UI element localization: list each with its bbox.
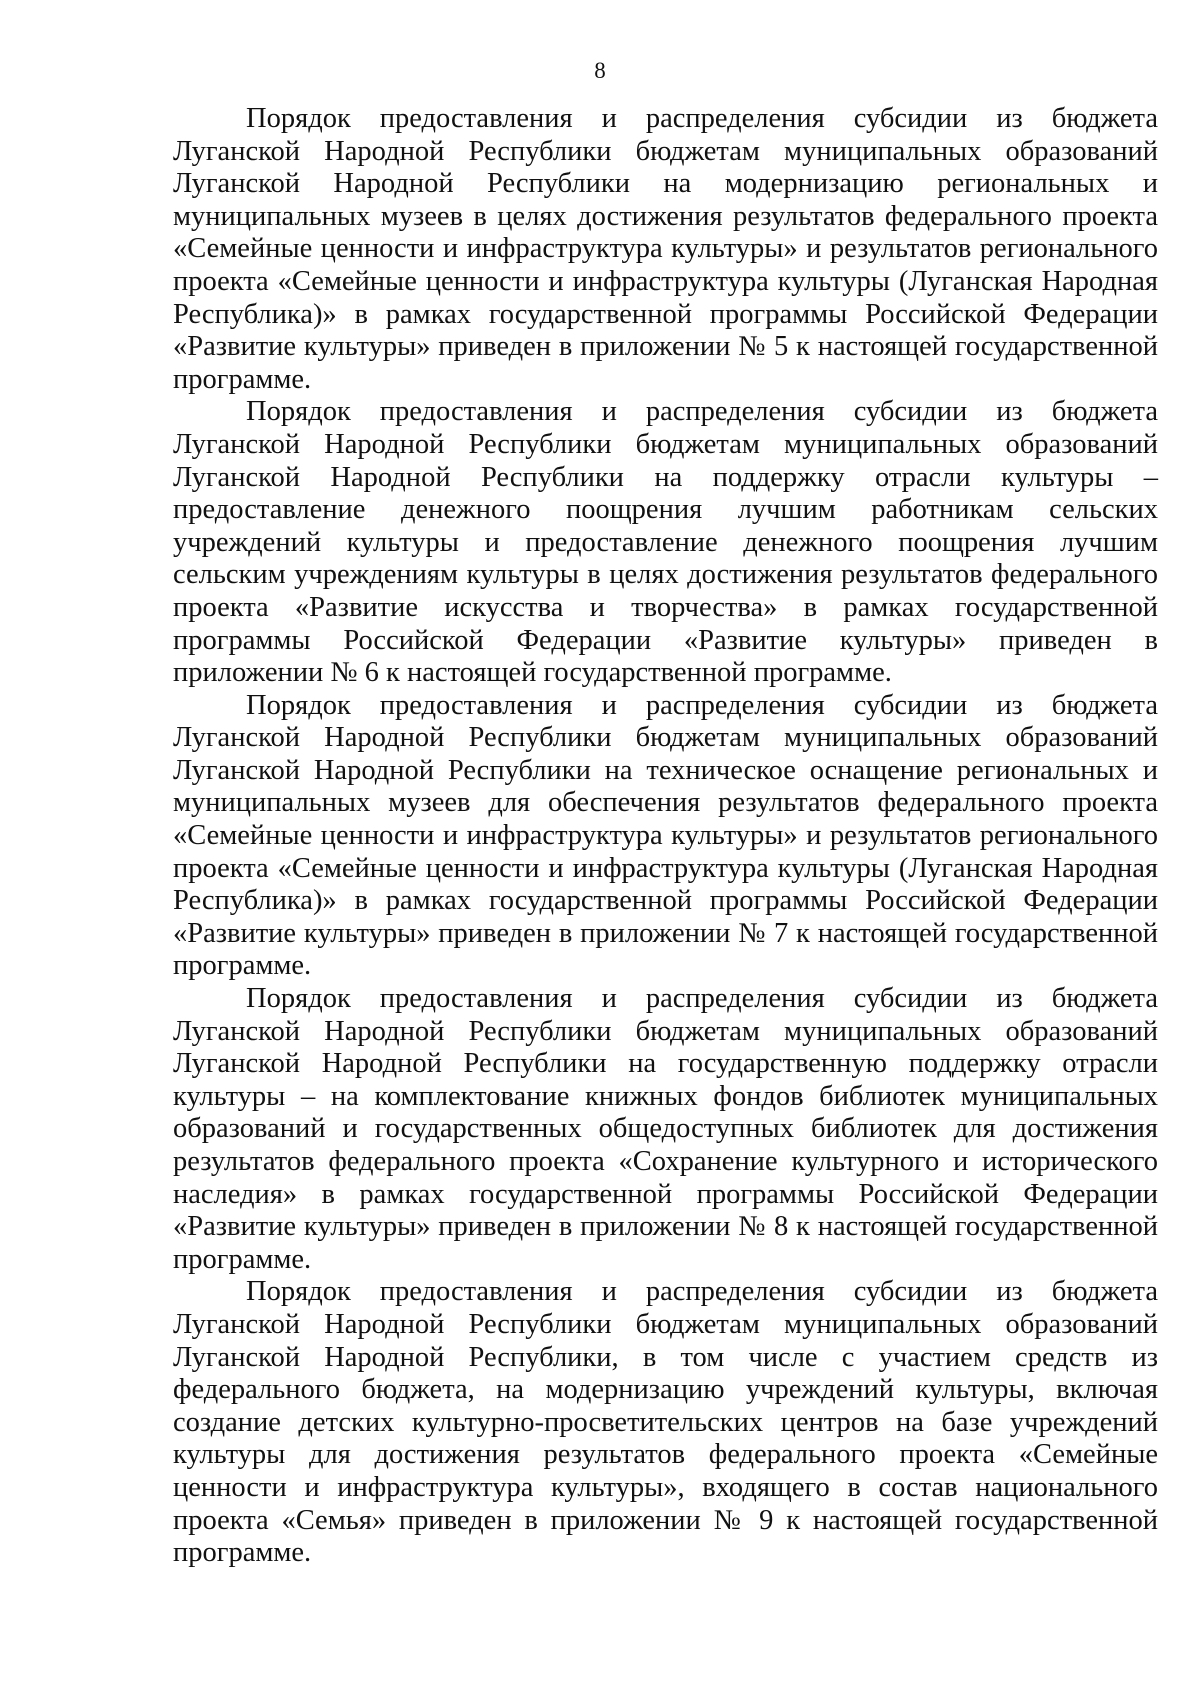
paragraph-appendix-8: Порядок предоставления и распределения субсидии из бюджета Луганской Народной Республики бюджетам муниципальных образований Луганской Народной Республики на государственную поддержку отрасли культуры – на комплектование книжных фондов библиотек муниципальных образований и государственных общедоступных библиотек для достижения результатов федерального проекта «Сохранение культурного и исторического наследия» в рамках государственной программы Российской Федерации «Развитие культуры» приведен в приложении № 8 к настоящей государственной программе. <box>173 983 1158 1275</box>
paragraph-appendix-9: Порядок предоставления и распределения субсидии из бюджета Луганской Народной Республики бюджетам муниципальных образований Луганской Народной Республики, в том числе с участием средств из федерального бюджета, на модернизацию учреждений культуры, включая создание детских культурно-просветительских центров на базе учреждений культуры для достижения результатов федерального проекта «Семейные ценности и инфраструктура культуры», входящего в состав национального проекта «Семья» приведен в приложении № 9 к настоящей государственной программе. <box>173 1276 1158 1569</box>
page-number: 8 <box>594 58 606 83</box>
paragraph-appendix-7: Порядок предоставления и распределения субсидии из бюджета Луганской Народной Республики бюджетам муниципальных образований Луганской Народной Республики на техническое оснащение региональных и муниципальных музеев для обеспечения результатов федерального проекта «Семейные ценности и инфраструктура культуры» и результатов регионального проекта «Семейные ценности и инфраструктура культуры (Луганская Народная Республика)» в рамках государственной программы Российской Федерации «Развитие культуры» приведен в приложении № 7 к настоящей государственной программе. <box>173 689 1158 982</box>
paragraph-appendix-5: Порядок предоставления и распределения субсидии из бюджета Луганской Народной Республики бюджетам муниципальных образований Луганской Народной Республики на модернизацию региональных и муниципальных музеев в целях достижения результатов федерального проекта «Семейные ценности и инфраструктура культуры» и результатов регионального проекта «Семейные ценности и инфраструктура культуры (Луганская Народная Республика)» в рамках государственной программы Российской Федерации «Развитие культуры» приведен в приложении № 5 к настоящей государственной программе. <box>173 103 1158 395</box>
paragraph-appendix-6: Порядок предоставления и распределения субсидии из бюджета Луганской Народной Республики бюджетам муниципальных образований Луганской Народной Республики на поддержку отрасли культуры – предоставление денежного поощрения лучшим работникам сельских учреждений культуры и предоставление денежного поощрения лучшим сельским учреждениям культуры в целях достижения результатов федерального проекта «Развитие искусства и творчества» в рамках государственной программы Российской Федерации «Развитие культуры» приведен в приложении № 6 к настоящей государственной программе. <box>173 396 1158 689</box>
document-body <box>173 103 1158 1570</box>
